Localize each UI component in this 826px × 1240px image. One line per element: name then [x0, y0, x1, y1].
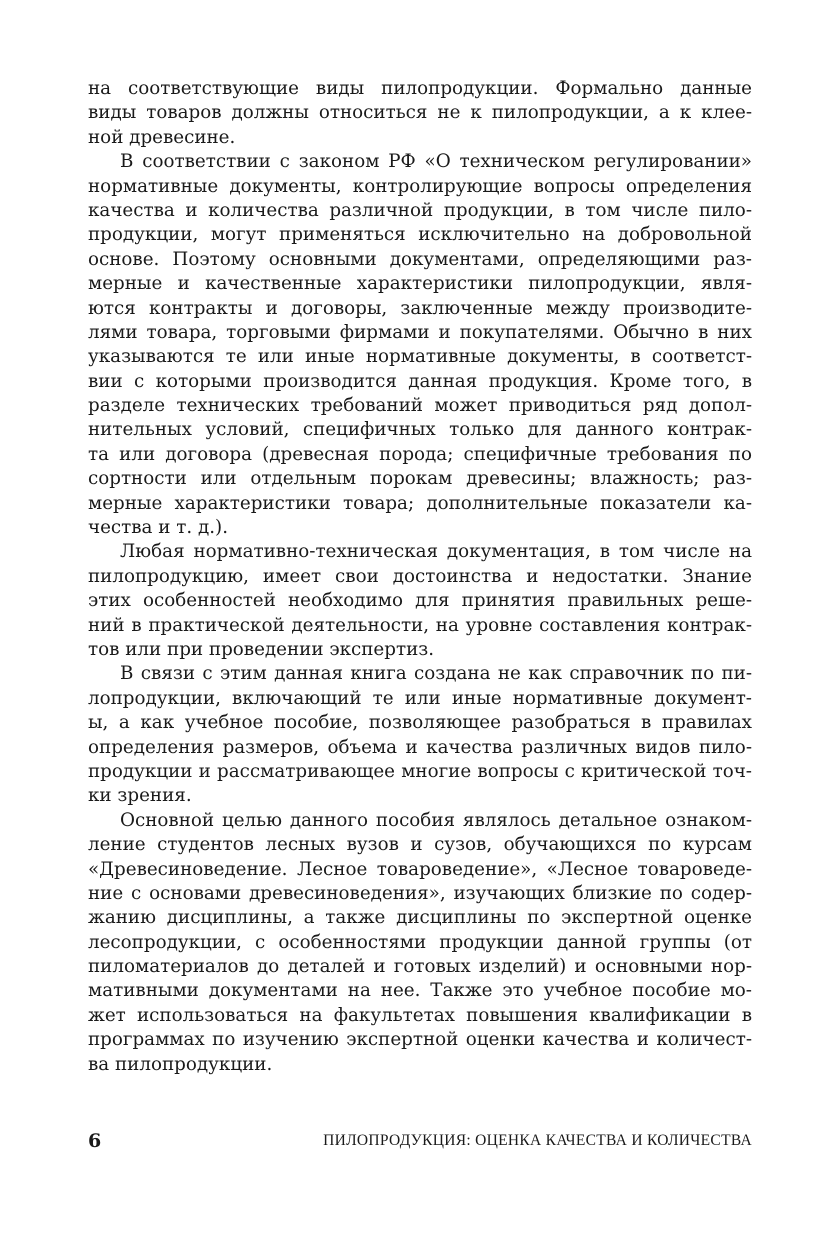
text-line: та или договора (древесная порода; специфичные требования по: [88, 443, 752, 465]
page-number: 6: [88, 1130, 102, 1152]
text-line: мерные характеристики товара; дополнительные показатели ка-: [88, 492, 752, 514]
text-line: сортности или отдельным порокам древесины; влажность; раз-: [88, 468, 752, 490]
text-line: ление студентов лесных вузов и сузов, обучающихся по курсам: [88, 834, 752, 856]
text-line: качества и количества различной продукции, в том числе пило-: [88, 199, 752, 221]
text-line: жет использоваться на факультетах повышения квалификации в: [88, 1004, 752, 1026]
text-line: разделе технических требований может приводиться ряд допол-: [88, 395, 752, 417]
text-line: В связи с этим данная книга создана не как справочник по пи-: [120, 663, 752, 685]
text-line: ы, а как учебное пособие, позволяющее разобраться в правилах: [88, 712, 752, 734]
text-line: продукции, могут применяться исключительно на добровольной: [88, 224, 752, 246]
text-line: этих особенностей необходимо для принятия правильных реше-: [88, 590, 752, 612]
text-line: основе. Поэтому основными документами, определяющими раз-: [88, 248, 752, 270]
text-line: лесопродукции, с особенностями продукции данной группы (от: [88, 931, 752, 953]
text-line: ной древесине.: [88, 126, 236, 148]
text-line: указываются те или иные нормативные документы, в соответст-: [88, 346, 752, 368]
text-line: чества и т. д.).: [88, 517, 229, 539]
text-line: В соответствии с законом РФ «О техническом регулировании»: [120, 151, 752, 173]
running-title: ПИЛОПРОДУКЦИЯ: ОЦЕНКА КАЧЕСТВА И КОЛИЧЕСТВА: [323, 1132, 752, 1149]
text-line: лями товара, торговыми фирмами и покупателями. Обычно в них: [88, 321, 752, 343]
text-line: мативными документами на нее. Также это учебное пособие мо-: [88, 980, 752, 1002]
text-line: жанию дисциплины, а также дисциплины по экспертной оценке: [88, 907, 752, 929]
text-line: ва пилопродукции.: [88, 1053, 273, 1075]
text-line: «Древесиноведение. Лесное товароведение», «Лесное товароведе-: [88, 858, 752, 880]
text-line: лопродукции, включающий те или иные нормативные документ-: [88, 687, 752, 709]
paragraph-book-purpose: [88, 662, 752, 808]
body-text: [88, 77, 752, 1077]
paragraph-documentation: [88, 540, 752, 662]
text-line: ки зрения.: [88, 785, 192, 807]
text-line: ние с основами древесиноведения», изучающих близкие по содер-: [88, 882, 752, 904]
text-line: пиломатериалов до деталей и готовых изделий) и основными нор-: [88, 956, 752, 978]
text-line: вии с которыми производится данная продукция. Кроме того, в: [88, 370, 752, 392]
text-line: тов или при проведении экспертиз.: [88, 638, 435, 660]
text-line: пилопродукцию, имеет свои достоинства и недостатки. Знание: [88, 565, 752, 587]
text-line: Любая нормативно-техническая документация, в том числе на: [120, 541, 752, 563]
text-line: нительных условий, специфичных только для данного контрак-: [88, 419, 752, 441]
page-footer: [88, 1126, 752, 1156]
text-line: ний в практической деятельности, на уровне составления контрак-: [88, 614, 752, 636]
paragraph-technical-regulation: [88, 150, 752, 540]
text-line: виды товаров должны относиться не к пилопродукции, а к клее-: [88, 102, 752, 124]
paragraph-continuation: [88, 77, 752, 150]
paragraph-main-goal: [88, 809, 752, 1077]
text-line: на соответствующие виды пилопродукции. Формально данные: [88, 78, 752, 99]
text-line: определения размеров, объема и качества различных видов пило-: [88, 736, 752, 758]
text-line: мерные и качественные характеристики пилопродукции, явля-: [88, 273, 752, 295]
text-line: ются контракты и договоры, заключенные между производите-: [88, 297, 752, 319]
text-line: программах по изучению экспертной оценки качества и количест-: [88, 1029, 752, 1051]
text-line: продукции и рассматривающее многие вопросы с критической точ-: [88, 760, 752, 782]
text-line: нормативные документы, контролирующие вопросы определения: [88, 175, 752, 197]
text-line: Основной целью данного пособия являлось детальное ознаком-: [120, 809, 752, 831]
